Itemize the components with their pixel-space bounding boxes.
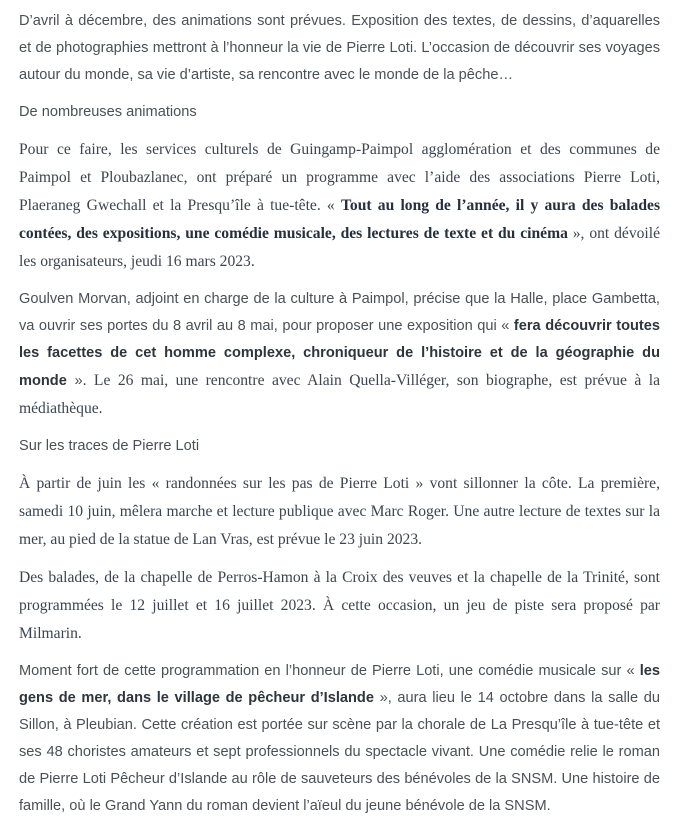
text-run: », aura lieu le 14 octobre dans la salle du Sillon, à Pleubian. Cette création est portée sur scène par la chorale de La Presqu’île à tue-tête et ses 48 choristes amateurs et sept professionnels du spectacle vivant. Une comédie relie le roman de Pierre Loti Pêcheur d’Islande au rôle de sauveteurs des bénévoles de la SNSM. Une histoire de famille, où le Grand Yann du roman devient l’aïeul du jeune bénévole de la SNSM. — [19, 690, 660, 814]
paragraph-halle-gambetta — [19, 286, 660, 423]
text-run: Goulven Morvan, adjoint en charge de la culture à Paimpol, précise que la Halle, place Gambetta, va ouvrir ses portes du 8 avril au 8 mai, pour proposer une exposition qui « — [19, 291, 660, 334]
text-run: Pour ce faire, les services culturels de Guingamp-Paimpol agglomération et des communes de Paimpol et Ploubazlanec, ont préparé un programme avec l’aide des associations Pierre Loti, Plaeraneg Gwechall et la Presqu’île à tue-tête. « — [19, 141, 660, 214]
paragraph-balades — [19, 564, 660, 648]
text-run: Des balades, de la chapelle de Perros-Hamon à la Croix des veuves et la chapelle de la Trinité, sont programmées le 12 juillet et 16 juillet 2023. À cette occasion, un jeu de piste sera proposé par Milmarin. — [19, 569, 660, 642]
text-run: fera découvrir toutes les facettes de cet homme complexe, chroniqueur de l’histoire et de la géographie du monde — [19, 318, 660, 389]
text-run: Sur les traces de Pierre Loti — [19, 438, 200, 454]
subheading-sur-les-traces-de-pierre-loti — [19, 433, 660, 460]
text-run: De nombreuses animations — [19, 104, 197, 120]
paragraph-comedie-musicale — [19, 658, 660, 820]
text-run: . Le 26 mai, une rencontre avec Alain Quella-Villéger, son biographe, est prévue à la médiathèque. — [19, 372, 660, 417]
text-run: Tout au long de l’année, il y aura des balades contées, des expositions, une comédie musicale, des lectures de texte et du cinéma — [19, 197, 661, 242]
paragraph-randonnees — [19, 470, 660, 554]
text-run: » — [66, 373, 83, 389]
text-run: Moment fort de cette programmation en l’honneur de Pierre Loti, une comédie musicale sur « — [19, 663, 640, 679]
text-run: D’avril à décembre, des animations sont prévues. Exposition des textes, de dessins, d’aquarelles et de photographies mettront à l’honneur la vie de Pierre Loti. L’occasion de découvrir ses voyages autour du monde, sa vie d’artiste, sa rencontre avec le monde de la pêche… — [19, 13, 660, 83]
text-run: les gens de mer, dans le village de pêcheur d’Islande — [19, 663, 660, 706]
text-run: À partir de juin les « randonnées sur les pas de Pierre Loti » vont sillonner la côte. La première, samedi 10 juin, mêlera marche et lecture publique avec Marc Roger. Une autre lecture de textes sur la mer, au pied de la statue de Lan Vras, est prévue le 23 juin 2023. — [19, 475, 660, 548]
text-run: », ont dévoilé les organisateurs, jeudi 16 mars 2023. — [19, 225, 661, 270]
subheading-de-nombreuses-animations — [19, 99, 660, 126]
paragraph-intro — [19, 8, 660, 89]
paragraph-programme — [19, 136, 660, 276]
